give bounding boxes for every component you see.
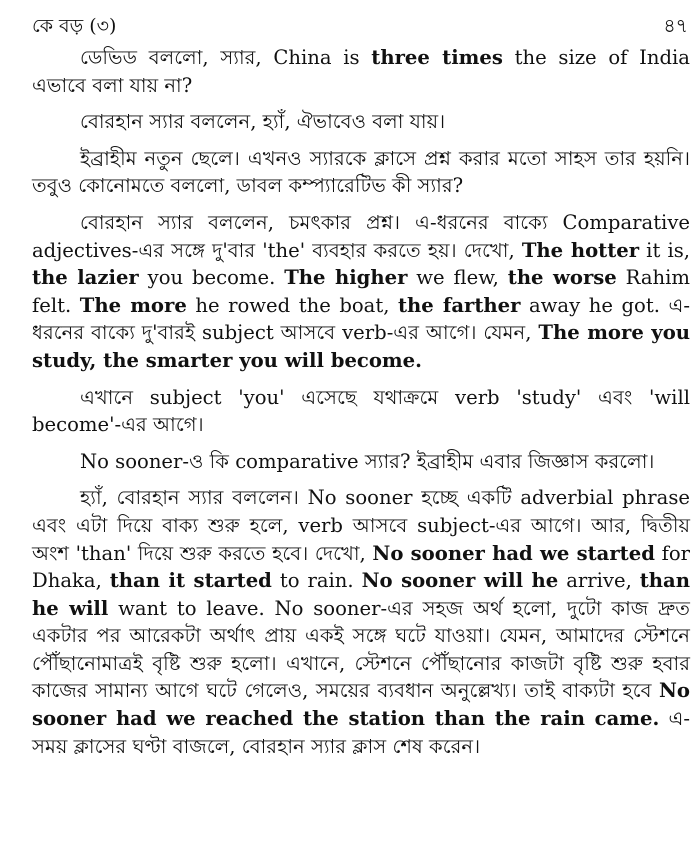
text-segment: ইব্রাহীম নতুন ছেলে। এখনও স্যারকে ক্লাসে প্রশ্ন করার মতো সাহস তার হয়নি। তবুও কোনোমতে বললো, ডাবল কম্প্যারেটিভ কী স্যার? xyxy=(32,146,690,198)
bold-text-segment: three times xyxy=(371,46,503,69)
bold-text-segment: the lazier xyxy=(32,266,139,290)
text-segment: he rowed the boat, xyxy=(186,293,398,317)
page-number: ৪৭ xyxy=(663,15,688,37)
text-segment: the size of India এভাবে বলা যায় না? xyxy=(32,46,690,97)
text-segment: it is, xyxy=(639,238,690,262)
text-segment: for Dhaka, xyxy=(32,541,690,593)
text-segment: ডেভিড বললো, স্যার, China is xyxy=(80,46,372,69)
text-segment: we flew, xyxy=(407,266,508,290)
text-segment: এখানে subject 'you' এসেছে যথাক্রমে verb 'study' এবং 'will become'-এর আগে। xyxy=(32,385,690,437)
bold-text-segment: the farther xyxy=(398,293,521,317)
page-header xyxy=(32,8,690,44)
bold-text-segment: The hotter xyxy=(521,238,640,262)
text-segment: হ্যাঁ, বোরহান স্যার বললেন। No sooner হচ্ছে একটি adverbial phrase এবং এটা দিয়ে বাক্য শুরু হলে, verb আসবে subject-এর আগে। আর, দ্বিতীয় অংশ 'than' দিয়ে শুরু করতে হবে। দেখো, xyxy=(32,486,690,565)
paragraph xyxy=(32,384,690,439)
bold-text-segment: than it started xyxy=(109,569,272,593)
text-segment: Rahim felt. xyxy=(32,266,690,317)
bold-text-segment: The more xyxy=(79,293,187,317)
text-segment: to rain. xyxy=(271,569,362,593)
paragraph xyxy=(32,145,690,200)
bold-text-segment: than he will xyxy=(32,569,690,620)
text-segment: বোরহান স্যার বললেন, চমৎকার প্রশ্ন। এ-ধরনের বাক্যে Comparative adjectives-এর সঙ্গে দু'বার 'the' ব্যবহার করতে হয়। দেখো, xyxy=(32,210,690,262)
text-segment: arrive, xyxy=(558,569,640,593)
bold-text-segment: No sooner had we started xyxy=(372,541,655,565)
paragraph xyxy=(32,44,690,99)
paragraph xyxy=(32,108,690,136)
bold-text-segment: the worse xyxy=(507,266,617,290)
body-text xyxy=(32,44,690,760)
text-segment: No sooner-ও কি comparative স্যার? ইব্রাহীম এবার জিজ্ঞাস করলো। xyxy=(80,449,655,473)
bold-text-segment: The more you study, the smarter you will become. xyxy=(32,321,691,372)
text-segment: away he got. এ-ধরনের বাক্যে দু'বারই subject আসবে verb-এর আগে। যেমন, xyxy=(32,293,690,345)
text-segment: এ-সময় ক্লাসের ঘণ্টা বাজলে, বোরহান স্যার ক্লাস শেষ করেন। xyxy=(32,707,690,758)
paragraph xyxy=(32,209,690,375)
text-segment: বোরহান স্যার বললেন, হ্যাঁ, ঐভাবেও বলা যায়। xyxy=(80,110,446,134)
paragraph xyxy=(32,484,690,760)
paragraph xyxy=(32,448,690,476)
bold-text-segment: The higher xyxy=(284,266,408,290)
chapter-title: কে বড় (৩) xyxy=(32,15,117,37)
text-segment: want to leave. No sooner-এর সহজ অর্থ হলো, দুটো কাজ দ্রুত একটার পর আরেকটা অর্থাৎ প্রায় একই সঙ্গে ঘটে যাওয়া। যেমন, আমাদের স্টেশনে পৌঁছানোমাত্রই বৃষ্টি শুরু হলো। এখানে, স্টেশনে পৌঁছানোর কাজটা বৃষ্টি শুরু হবার কাজের সামান্য আগে ঘটে গেলেও, সময়ের ব্যবধান অনুল্লেখ্য। তাই বাক্যটা হবে xyxy=(32,596,690,703)
bold-text-segment: No sooner will he xyxy=(361,569,559,593)
text-segment: you become. xyxy=(138,266,285,290)
bold-text-segment: No sooner had we reached the station than the rain came. xyxy=(32,679,690,731)
